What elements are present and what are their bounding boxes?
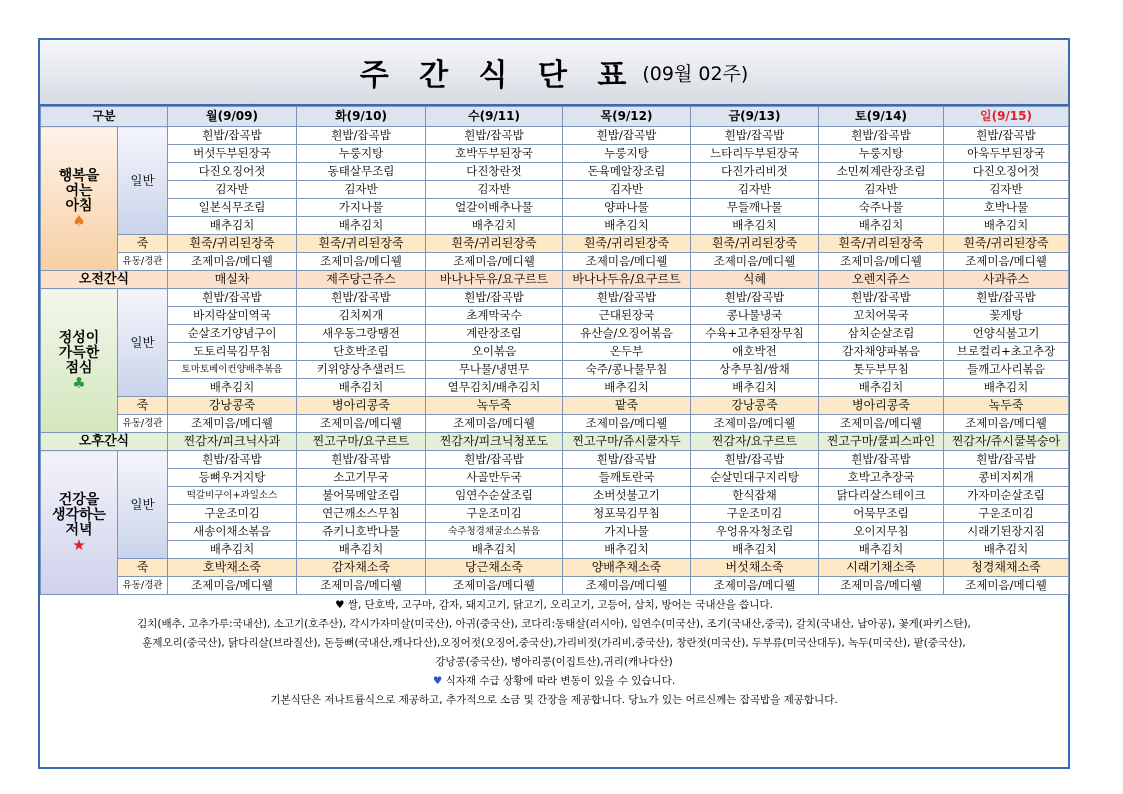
lunch-row bbox=[41, 325, 1069, 343]
title-main: 주 간 식 단 표 bbox=[359, 58, 637, 93]
menu-cell: 다진창란젓 bbox=[426, 163, 563, 181]
menu-cell: 바지락살미역국 bbox=[168, 307, 297, 325]
menu-cell: 배추김치 bbox=[297, 379, 426, 397]
menu-cell: 임연수순살조림 bbox=[426, 487, 563, 505]
lunch-juk-row bbox=[41, 397, 1069, 415]
liquid-cell: 조제미음/메디웰 bbox=[819, 415, 944, 433]
menu-cell: 소민찌계란장조림 bbox=[819, 163, 944, 181]
dinner-label-line: 생각하는 bbox=[51, 506, 107, 523]
juk-cell: 양배추채소죽 bbox=[563, 559, 691, 577]
menu-cell: 순살민대구지리탕 bbox=[691, 469, 819, 487]
menu-cell: 흰밥/잡곡밥 bbox=[819, 289, 944, 307]
day-header: 일(9/15) bbox=[944, 107, 1069, 127]
menu-cell: 도토리묵김무침 bbox=[168, 343, 297, 361]
menu-cell: 숙주/콩나물무침 bbox=[563, 361, 691, 379]
menu-cell: 배추김치 bbox=[168, 379, 297, 397]
footer-line-5: 식자재 수급 상황에 따라 변동이 있을 수 있습니다. bbox=[445, 675, 676, 687]
footer-notes bbox=[40, 595, 1068, 710]
menu-cell: 어묵무조림 bbox=[819, 505, 944, 523]
dinner-liquid-label: 유동/경관 bbox=[118, 577, 168, 595]
day-header: 수(9/11) bbox=[426, 107, 563, 127]
liquid-cell: 조제미음/메디웰 bbox=[563, 577, 691, 595]
juk-cell: 버섯채소죽 bbox=[691, 559, 819, 577]
footer-line-2: 김치(배추, 고추가루:국내산), 소고기(호주산), 각시가자미살(미국산), 아귀(중국산), 코다리:동태살(러시아), 임연수(미국산), 조기(국내산,중국), 갈치(국내산, 남아공), 꽃게(파키스탄), bbox=[137, 618, 971, 630]
menu-cell: 초계막국수 bbox=[426, 307, 563, 325]
breakfast-row bbox=[41, 127, 1069, 145]
menu-cell: 수육+고추된장무침 bbox=[691, 325, 819, 343]
breakfast-label-line: 행복을 bbox=[58, 167, 100, 184]
menu-cell: 상추무침/쌈채 bbox=[691, 361, 819, 379]
menu-cell: 숙주나물 bbox=[819, 199, 944, 217]
menu-cell: 배추김치 bbox=[944, 541, 1069, 559]
menu-cell: 배추김치 bbox=[691, 217, 819, 235]
menu-cell: 구운조미김 bbox=[691, 505, 819, 523]
menu-cell: 흰밥/잡곡밥 bbox=[426, 289, 563, 307]
liquid-cell: 조제미음/메디웰 bbox=[168, 577, 297, 595]
lunch-label-line: 가득한 bbox=[58, 344, 100, 361]
lunch-label-line: 점심 bbox=[65, 359, 93, 376]
menu-cell: 느타리두부된장국 bbox=[691, 145, 819, 163]
liquid-cell: 조제미음/메디웰 bbox=[168, 415, 297, 433]
menu-cell: 배추김치 bbox=[297, 541, 426, 559]
breakfast-juk-row bbox=[41, 235, 1069, 253]
menu-cell: 버섯두부된장국 bbox=[168, 145, 297, 163]
menu-cell: 다진오징어젓 bbox=[944, 163, 1069, 181]
menu-cell: 흰밥/잡곡밥 bbox=[297, 451, 426, 469]
dinner-suit-icon: ★ bbox=[72, 535, 86, 554]
heart-icon: ♥ bbox=[335, 599, 345, 611]
menu-cell: 우엉유자청조림 bbox=[691, 523, 819, 541]
menu-cell: 양파나물 bbox=[563, 199, 691, 217]
snack-cell: 오렌지쥬스 bbox=[819, 271, 944, 289]
menu-cell: 근대된장국 bbox=[563, 307, 691, 325]
menu-cell: 콩비지찌개 bbox=[944, 469, 1069, 487]
menu-cell: 들깨토란국 bbox=[563, 469, 691, 487]
dinner-general-label: 일반 bbox=[118, 451, 168, 559]
dinner-label-line: 건강을 bbox=[58, 491, 100, 508]
snack-cell: 찐감자/요구르트 bbox=[691, 433, 819, 451]
menu-cell: 김자반 bbox=[819, 181, 944, 199]
liquid-cell: 조제미음/메디웰 bbox=[691, 253, 819, 271]
menu-cell: 가자미순살조림 bbox=[944, 487, 1069, 505]
dinner-row bbox=[41, 451, 1069, 469]
menu-cell: 배추김치 bbox=[168, 541, 297, 559]
dinner-juk-label: 죽 bbox=[118, 559, 168, 577]
breakfast-liquid-row bbox=[41, 253, 1069, 271]
menu-cell: 삼치순살조림 bbox=[819, 325, 944, 343]
dinner-label bbox=[41, 451, 118, 595]
juk-cell: 청경채채소죽 bbox=[944, 559, 1069, 577]
juk-cell: 병아리콩죽 bbox=[819, 397, 944, 415]
menu-cell: 김자반 bbox=[944, 181, 1069, 199]
dinner-row bbox=[41, 523, 1069, 541]
menu-cell: 콩나물냉국 bbox=[691, 307, 819, 325]
menu-cell: 김자반 bbox=[426, 181, 563, 199]
juk-cell: 녹두죽 bbox=[426, 397, 563, 415]
menu-cell: 무나물/냉면무 bbox=[426, 361, 563, 379]
menu-cell: 김자반 bbox=[563, 181, 691, 199]
menu-cell: 가지나물 bbox=[297, 199, 426, 217]
juk-cell: 감자채소죽 bbox=[297, 559, 426, 577]
breakfast-row bbox=[41, 217, 1069, 235]
snack-cell: 바나나두유/요구르트 bbox=[563, 271, 691, 289]
menu-cell: 배추김치 bbox=[426, 217, 563, 235]
menu-cell: 흰밥/잡곡밥 bbox=[426, 451, 563, 469]
footer-origin-domestic bbox=[40, 596, 1068, 615]
menu-cell: 톳두부무침 bbox=[819, 361, 944, 379]
lunch-label bbox=[41, 289, 118, 433]
juk-cell: 당근채소죽 bbox=[426, 559, 563, 577]
menu-cell: 흰밥/잡곡밥 bbox=[819, 451, 944, 469]
liquid-cell: 조제미음/메디웰 bbox=[944, 415, 1069, 433]
liquid-cell: 조제미음/메디웰 bbox=[819, 577, 944, 595]
footer-line-1: 쌀, 단호박, 고구마, 감자, 돼지고기, 닭고기, 오리고기, 고등어, 삼치, 방어는 국내산을 씁니다. bbox=[347, 599, 773, 611]
menu-cell: 흰밥/잡곡밥 bbox=[691, 289, 819, 307]
menu-cell: 흰밥/잡곡밥 bbox=[944, 289, 1069, 307]
menu-cell: 김자반 bbox=[691, 181, 819, 199]
title-week: (09월 02주) bbox=[642, 62, 749, 85]
menu-cell: 온두부 bbox=[563, 343, 691, 361]
menu-cell: 새우동그랑땡전 bbox=[297, 325, 426, 343]
liquid-cell: 조제미음/메디웰 bbox=[563, 253, 691, 271]
menu-cell: 배추김치 bbox=[426, 541, 563, 559]
menu-cell: 토마토베이컨양배추볶음 bbox=[168, 361, 297, 379]
menu-cell: 배추김치 bbox=[563, 217, 691, 235]
menu-cell: 가지나물 bbox=[563, 523, 691, 541]
lunch-liquid-row bbox=[41, 415, 1069, 433]
snack-cell: 매실차 bbox=[168, 271, 297, 289]
footer-line-3: 훈제오리(중국산), 닭다리살(브라질산), 돈등뼈(국내산,캐나다산),오징어젓(오징어,중국산),가리비젓(가리비,중국산), 창란젓(미국산), 두부류(미국산대두), 녹두(미국산), 팥(중국산), bbox=[142, 637, 966, 649]
menu-cell: 김자반 bbox=[168, 181, 297, 199]
liquid-cell: 조제미음/메디웰 bbox=[691, 415, 819, 433]
menu-cell: 한식잡채 bbox=[691, 487, 819, 505]
day-header: 목(9/12) bbox=[563, 107, 691, 127]
menu-cell: 사골만두국 bbox=[426, 469, 563, 487]
menu-cell: 다진가리비젓 bbox=[691, 163, 819, 181]
liquid-cell: 조제미음/메디웰 bbox=[563, 415, 691, 433]
snack-cell: 바나나두유/요구르트 bbox=[426, 271, 563, 289]
juk-cell: 강낭콩죽 bbox=[691, 397, 819, 415]
menu-cell: 호박나물 bbox=[944, 199, 1069, 217]
dinner-row bbox=[41, 487, 1069, 505]
menu-cell: 등뼈우거지탕 bbox=[168, 469, 297, 487]
snack-cell: 찐고구마/요구르트 bbox=[297, 433, 426, 451]
lunch-suit-icon: ♣ bbox=[72, 373, 86, 392]
menu-cell: 흰밥/잡곡밥 bbox=[563, 127, 691, 145]
juk-cell: 팥죽 bbox=[563, 397, 691, 415]
breakfast-row bbox=[41, 163, 1069, 181]
liquid-cell: 조제미음/메디웰 bbox=[944, 577, 1069, 595]
lunch-general-label: 일반 bbox=[118, 289, 168, 397]
menu-cell: 감자채양파볶음 bbox=[819, 343, 944, 361]
menu-cell: 구운조미김 bbox=[944, 505, 1069, 523]
menu-cell: 순살조기양념구이 bbox=[168, 325, 297, 343]
lunch-row bbox=[41, 361, 1069, 379]
page-title bbox=[40, 40, 1068, 106]
menu-cell: 배추김치 bbox=[819, 541, 944, 559]
dinner-liquid-row bbox=[41, 577, 1069, 595]
menu-cell: 호박고추장국 bbox=[819, 469, 944, 487]
dinner-label-line: 저녁 bbox=[65, 521, 93, 538]
breakfast-label-line: 여는 bbox=[65, 182, 93, 199]
menu-cell: 키위양상추샐러드 bbox=[297, 361, 426, 379]
lunch-juk-label: 죽 bbox=[118, 397, 168, 415]
menu-cell: 아욱두부된장국 bbox=[944, 145, 1069, 163]
menu-cell: 김자반 bbox=[297, 181, 426, 199]
day-header: 월(9/09) bbox=[168, 107, 297, 127]
day-header: 토(9/14) bbox=[819, 107, 944, 127]
am-snack-row bbox=[41, 271, 1069, 289]
breakfast-row bbox=[41, 199, 1069, 217]
menu-cell: 흰밥/잡곡밥 bbox=[426, 127, 563, 145]
lunch-row bbox=[41, 289, 1069, 307]
liquid-cell: 조제미음/메디웰 bbox=[819, 253, 944, 271]
menu-cell: 흰밥/잡곡밥 bbox=[168, 127, 297, 145]
juk-cell: 병아리콩죽 bbox=[297, 397, 426, 415]
snack-cell: 사과쥬스 bbox=[944, 271, 1069, 289]
lunch-row bbox=[41, 307, 1069, 325]
menu-cell: 배추김치 bbox=[563, 541, 691, 559]
lunch-liquid-label: 유동/경관 bbox=[118, 415, 168, 433]
menu-cell: 흰밥/잡곡밥 bbox=[944, 127, 1069, 145]
breakfast-liquid-label: 유동/경관 bbox=[118, 253, 168, 271]
header-row bbox=[41, 107, 1069, 127]
dinner-row bbox=[41, 505, 1069, 523]
liquid-cell: 조제미음/메디웰 bbox=[426, 253, 563, 271]
menu-cell: 언양식불고기 bbox=[944, 325, 1069, 343]
breakfast-suit-icon: ♠ bbox=[72, 211, 86, 230]
breakfast-juk-label: 죽 bbox=[118, 235, 168, 253]
juk-cell: 녹두죽 bbox=[944, 397, 1069, 415]
menu-cell: 단호박조림 bbox=[297, 343, 426, 361]
juk-cell: 흰죽/귀리된장죽 bbox=[168, 235, 297, 253]
menu-cell: 일본식무조림 bbox=[168, 199, 297, 217]
breakfast-general-label: 일반 bbox=[118, 127, 168, 235]
menu-cell: 다진오징어젓 bbox=[168, 163, 297, 181]
menu-cell: 배추김치 bbox=[819, 217, 944, 235]
menu-cell: 청포묵김무침 bbox=[563, 505, 691, 523]
menu-cell: 무들깨나물 bbox=[691, 199, 819, 217]
liquid-cell: 조제미음/메디웰 bbox=[297, 415, 426, 433]
menu-cell: 계란장조림 bbox=[426, 325, 563, 343]
weekly-menu-table bbox=[40, 106, 1069, 595]
menu-cell: 흰밥/잡곡밥 bbox=[563, 451, 691, 469]
menu-cell: 오이지무침 bbox=[819, 523, 944, 541]
menu-sheet bbox=[38, 38, 1070, 769]
menu-cell: 배추김치 bbox=[691, 541, 819, 559]
menu-cell: 새송이채소볶음 bbox=[168, 523, 297, 541]
menu-cell: 김치찌개 bbox=[297, 307, 426, 325]
dinner-row bbox=[41, 469, 1069, 487]
menu-cell: 유산슬/오징어볶음 bbox=[563, 325, 691, 343]
menu-cell: 배추김치 bbox=[819, 379, 944, 397]
menu-cell: 흰밥/잡곡밥 bbox=[297, 127, 426, 145]
juk-cell: 흰죽/귀리된장죽 bbox=[691, 235, 819, 253]
menu-cell: 흰밥/잡곡밥 bbox=[168, 289, 297, 307]
liquid-cell: 조제미음/메디웰 bbox=[691, 577, 819, 595]
liquid-cell: 조제미음/메디웰 bbox=[168, 253, 297, 271]
menu-cell: 흰밥/잡곡밥 bbox=[297, 289, 426, 307]
menu-cell: 흰밥/잡곡밥 bbox=[819, 127, 944, 145]
breakfast-label-line: 아침 bbox=[65, 197, 93, 214]
dinner-juk-row bbox=[41, 559, 1069, 577]
menu-cell: 연근깨소스무침 bbox=[297, 505, 426, 523]
menu-cell: 배추김치 bbox=[944, 217, 1069, 235]
footer-notice bbox=[40, 672, 1068, 691]
snack-cell: 찐고구마/쥬시쿨자두 bbox=[563, 433, 691, 451]
menu-cell: 흰밥/잡곡밥 bbox=[168, 451, 297, 469]
juk-cell: 흰죽/귀리된장죽 bbox=[819, 235, 944, 253]
menu-cell: 시래기된장지짐 bbox=[944, 523, 1069, 541]
menu-cell: 닭다리살스테이크 bbox=[819, 487, 944, 505]
snack-cell: 찐감자/쥬시쿨복숭아 bbox=[944, 433, 1069, 451]
menu-cell: 오이볶음 bbox=[426, 343, 563, 361]
menu-cell: 동태살무조림 bbox=[297, 163, 426, 181]
menu-cell: 누룽지탕 bbox=[819, 145, 944, 163]
menu-cell: 돈육메알장조림 bbox=[563, 163, 691, 181]
juk-cell: 흰죽/귀리된장죽 bbox=[297, 235, 426, 253]
pm-snack-label: 오후간식 bbox=[41, 433, 168, 451]
menu-cell: 누룽지탕 bbox=[297, 145, 426, 163]
lunch-row bbox=[41, 343, 1069, 361]
liquid-cell: 조제미음/메디웰 bbox=[426, 415, 563, 433]
juk-cell: 흰죽/귀리된장죽 bbox=[944, 235, 1069, 253]
menu-cell: 배추김치 bbox=[297, 217, 426, 235]
menu-cell: 배추김치 bbox=[563, 379, 691, 397]
dinner-row bbox=[41, 541, 1069, 559]
menu-cell: 애호박전 bbox=[691, 343, 819, 361]
snack-cell: 찐감자/피크닉사과 bbox=[168, 433, 297, 451]
liquid-cell: 조제미음/메디웰 bbox=[426, 577, 563, 595]
snack-cell: 식혜 bbox=[691, 271, 819, 289]
footer-line-6: 기본식단은 저나트륨식으로 제공하고, 추가적으로 소금 및 간장을 제공합니다. 당뇨가 있는 어르신께는 잡곡밥을 제공합니다. bbox=[270, 694, 838, 706]
heart-icon: ♥ bbox=[432, 675, 443, 687]
am-snack-label: 오전간식 bbox=[41, 271, 168, 289]
day-header: 금(9/13) bbox=[691, 107, 819, 127]
footer-line-4: 강낭콩(중국산), 병아리콩(이집트산),귀리(캐나다산) bbox=[435, 656, 673, 668]
menu-cell: 불어묵메알조림 bbox=[297, 487, 426, 505]
menu-cell: 누룽지탕 bbox=[563, 145, 691, 163]
menu-cell: 구운조미김 bbox=[168, 505, 297, 523]
menu-cell: 배추김치 bbox=[691, 379, 819, 397]
snack-cell: 제주당근쥬스 bbox=[297, 271, 426, 289]
snack-cell: 찐고구마/쿨피스파인 bbox=[819, 433, 944, 451]
juk-cell: 호박채소죽 bbox=[168, 559, 297, 577]
juk-cell: 흰죽/귀리된장죽 bbox=[426, 235, 563, 253]
pm-snack-row bbox=[41, 433, 1069, 451]
snack-cell: 찐감자/피크닉청포도 bbox=[426, 433, 563, 451]
menu-cell: 떡갈비구이+과일소스 bbox=[168, 487, 297, 505]
menu-cell: 흰밥/잡곡밥 bbox=[563, 289, 691, 307]
menu-cell: 쥬키니호박나물 bbox=[297, 523, 426, 541]
menu-cell: 열무김치/배추김치 bbox=[426, 379, 563, 397]
liquid-cell: 조제미음/메디웰 bbox=[944, 253, 1069, 271]
menu-cell: 흰밥/잡곡밥 bbox=[691, 451, 819, 469]
menu-cell: 꼬치어묵국 bbox=[819, 307, 944, 325]
menu-cell: 들깨고사리볶음 bbox=[944, 361, 1069, 379]
juk-cell: 흰죽/귀리된장죽 bbox=[563, 235, 691, 253]
header-label: 구분 bbox=[41, 107, 168, 127]
menu-cell: 소버섯불고기 bbox=[563, 487, 691, 505]
lunch-label-line: 정성이 bbox=[58, 329, 100, 346]
breakfast-row bbox=[41, 145, 1069, 163]
menu-cell: 흰밥/잡곡밥 bbox=[944, 451, 1069, 469]
menu-cell: 소고기무국 bbox=[297, 469, 426, 487]
menu-cell: 호박두부된장국 bbox=[426, 145, 563, 163]
breakfast-label bbox=[41, 127, 118, 271]
lunch-row bbox=[41, 379, 1069, 397]
menu-cell: 얼갈이배추나물 bbox=[426, 199, 563, 217]
menu-cell: 꽃게탕 bbox=[944, 307, 1069, 325]
liquid-cell: 조제미음/메디웰 bbox=[297, 577, 426, 595]
menu-cell: 구운조미김 bbox=[426, 505, 563, 523]
menu-cell: 배추김치 bbox=[944, 379, 1069, 397]
menu-cell: 브로컬리+초고추장 bbox=[944, 343, 1069, 361]
menu-cell: 숙주청경채굴소스볶음 bbox=[426, 523, 563, 541]
breakfast-row bbox=[41, 181, 1069, 199]
day-header: 화(9/10) bbox=[297, 107, 426, 127]
menu-cell: 흰밥/잡곡밥 bbox=[691, 127, 819, 145]
liquid-cell: 조제미음/메디웰 bbox=[297, 253, 426, 271]
menu-cell: 배추김치 bbox=[168, 217, 297, 235]
juk-cell: 강낭콩죽 bbox=[168, 397, 297, 415]
juk-cell: 시래기채소죽 bbox=[819, 559, 944, 577]
